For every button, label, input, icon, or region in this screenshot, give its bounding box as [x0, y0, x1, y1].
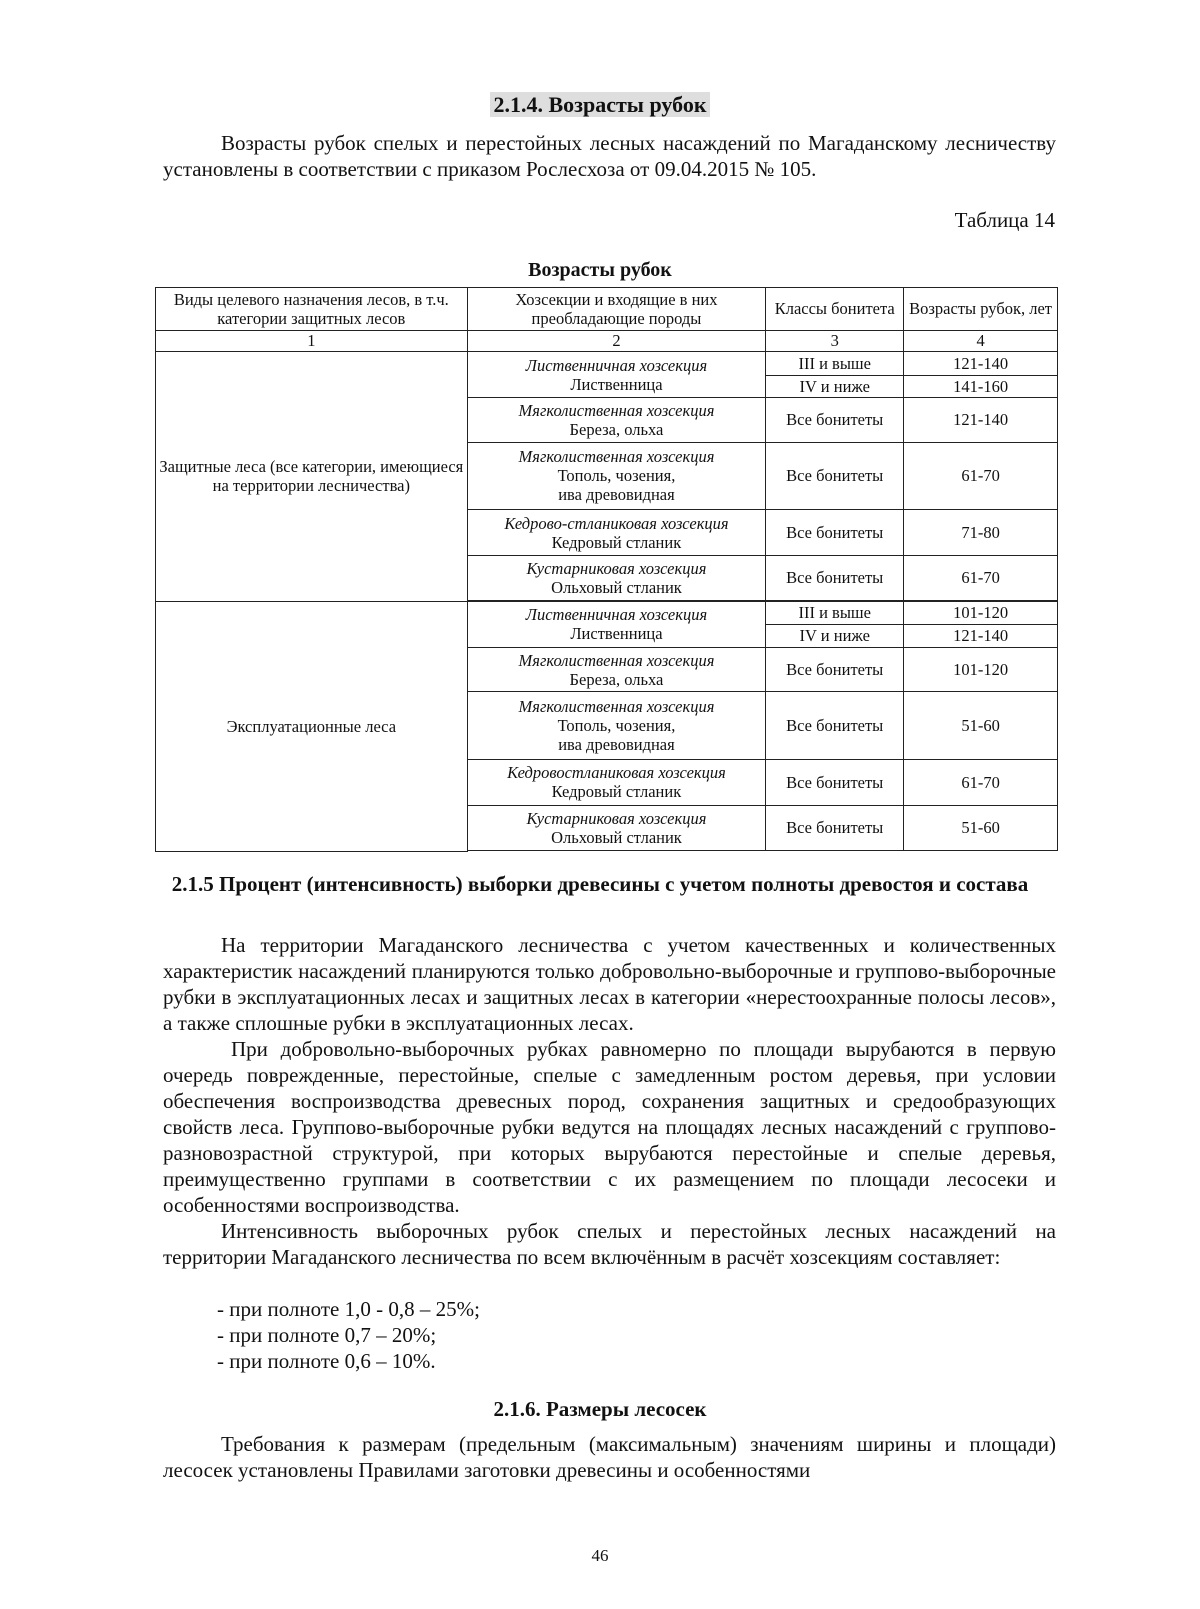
bonitet-cell: Все бонитеты [766, 442, 904, 509]
cutting-ages-table [155, 287, 1058, 852]
section-title-2-1-5: 2.1.5 Процент (интенсивность) выборки древесины с учетом полноты древостоя и состава [171, 872, 1029, 896]
protective-forests-label: Защитные леса (все категории, имеющиеся на территории лесничества) [156, 352, 468, 602]
hozsection-cell: Мягколиственная хозсекция Береза, ольха [467, 647, 766, 692]
section-2-1-6-paragraph: Требования к размерам (предельным (максимальным) значениям ширины и площади) лесосек установлены Правилами заготовки древесины и особенностями [163, 1432, 1056, 1482]
section-title-2-1-4: 2.1.4. Возрасты рубок [0, 92, 1200, 118]
hozsection-cell: Кедровостланиковая хозсекция Кедровый стланик [467, 759, 766, 805]
header-num: 2 [467, 330, 766, 351]
page-number: 46 [591, 1546, 609, 1565]
list-item: - при полноте 1,0 - 0,8 – 25%; [217, 1297, 480, 1321]
hozsection-cell: Кедрово-стланиковая хозсекция Кедровый стланик [467, 510, 766, 556]
hozsection-cell: Кустарниковая хозсекция Ольховый стланик [467, 805, 766, 851]
age-cell: 51-60 [904, 692, 1058, 759]
hozsection-cell: Мягколиственная хозсекция Тополь, чозения, ива древовидная [467, 442, 766, 509]
table-header-row [156, 288, 1058, 331]
hozsection-cell: Лиственничная хозсекция Лиственница [467, 601, 766, 647]
table-row [156, 352, 1058, 375]
body-paragraph: Интенсивность выборочных рубок спелых и перестойных лесных насаждений на территории Магаданского лесничества по всем включённым в расчёт хозсекциям составляет: [163, 1219, 1056, 1269]
bonitet-cell: Все бонитеты [766, 759, 904, 805]
bonitet-cell: III и выше [766, 352, 904, 375]
age-cell: 121-140 [904, 352, 1058, 375]
table-label: Таблица 14 [954, 208, 1055, 232]
age-cell: 101-120 [904, 601, 1058, 624]
bonitet-cell: Все бонитеты [766, 510, 904, 556]
hozsection-cell: Кустарниковая хозсекция Ольховый стланик [467, 555, 766, 600]
section-title-2-1-6: 2.1.6. Размеры лесосек [493, 1397, 707, 1421]
list-item: - при полноте 0,7 – 20%; [217, 1323, 437, 1347]
age-cell: 61-70 [904, 555, 1058, 600]
age-cell: 61-70 [904, 442, 1058, 509]
bonitet-cell: III и выше [766, 601, 904, 624]
bonitet-cell: Все бонитеты [766, 692, 904, 759]
hozsection-cell: Лиственничная хозсекция Лиственница [467, 352, 766, 398]
list-item: - при полноте 0,6 – 10%. [217, 1349, 436, 1373]
exploitation-forests-label: Эксплуатационные леса [156, 601, 468, 851]
header-cell: Виды целевого назначения лесов, в т.ч. категории защитных лесов [156, 288, 468, 331]
age-cell: 51-60 [904, 805, 1058, 851]
section-2-1-5-body [163, 932, 1056, 1270]
table-row [156, 601, 1058, 624]
header-num: 3 [766, 330, 904, 351]
header-num: 4 [904, 330, 1058, 351]
body-paragraph: При добровольно-выборочных рубках равномерно по площади вырубаются в первую очередь поврежденные, перестойные, спелые с замедленным ростом деревья, при условии обеспечения воспроизводства древесных пород, сохранения защитных и средообразующих свойств леса. Группово-выборочные рубки ведутся на площадях лесных насаждений с групповo-разновозрастной структурой, при которых вырубаются перестойные и спелые деревья, преимущественно группами в соответствии с их размещением по площади лесосеки и особенностями воспроизводства. [163, 1037, 1056, 1217]
bonitet-cell: Все бонитеты [766, 647, 904, 692]
bonitet-cell: Все бонитеты [766, 805, 904, 851]
table-title: Возрасты рубок [528, 259, 672, 281]
header-cell: Хозсекции и входящие в них преобладающие породы [467, 288, 766, 331]
table-numbering-row [156, 330, 1058, 351]
age-cell: 121-140 [904, 625, 1058, 647]
bonitet-cell: IV и ниже [766, 375, 904, 397]
age-cell: 141-160 [904, 375, 1058, 397]
hozsection-cell: Мягколиственная хозсекция Тополь, чозения, ива древовидная [467, 692, 766, 759]
age-cell: 121-140 [904, 398, 1058, 443]
body-paragraph: На территории Магаданского лесничества с учетом качественных и количественных характеристик насаждений планируются только добровольно-выборочные и группово-выборочные рубки в эксплуатационных лесах и защитных лесах в категории «нерестоохранные полосы лесов», а также сплошные рубки в эксплуатационных лесах. [163, 933, 1056, 1035]
hozsection-cell: Мягколиственная хозсекция Береза, ольха [467, 398, 766, 443]
age-cell: 101-120 [904, 647, 1058, 692]
intensity-list [217, 1296, 480, 1374]
bonitet-cell: IV и ниже [766, 625, 904, 647]
header-num: 1 [156, 330, 468, 351]
bonitet-cell: Все бонитеты [766, 398, 904, 443]
header-cell: Классы бонитета [766, 288, 904, 331]
bonitet-cell: Все бонитеты [766, 555, 904, 600]
header-cell: Возрасты рубок, лет [904, 288, 1058, 331]
intro-paragraph: Возрасты рубок спелых и перестойных лесных насаждений по Магаданскому лесничеству установлены в соответствии с приказом Рослесхоза от 09.04.2015 № 105. [163, 131, 1056, 181]
age-cell: 71-80 [904, 510, 1058, 556]
age-cell: 61-70 [904, 759, 1058, 805]
